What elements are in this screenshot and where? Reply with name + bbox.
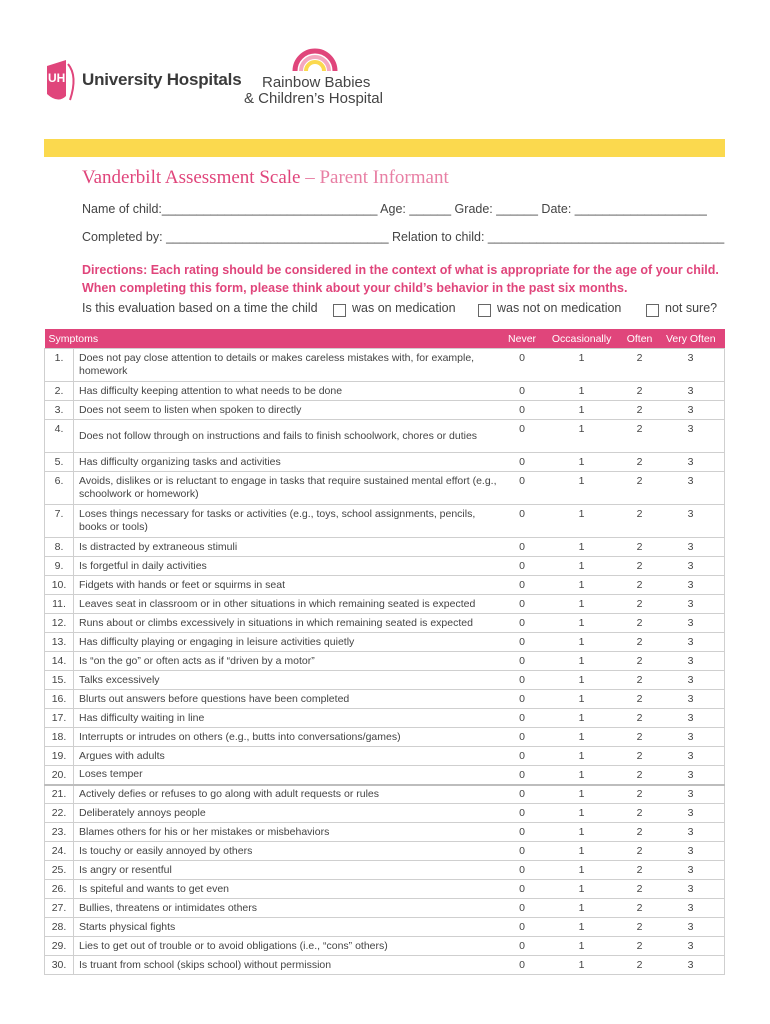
medication-question-text: Is this evaluation based on a time the child <box>82 301 318 315</box>
completed-by-line[interactable]: Completed by: ________________________________ Relation to child: __________________________________ <box>82 230 725 244</box>
form-title <box>82 167 449 189</box>
symptom-text: Is angry or resentful <box>74 861 504 880</box>
rating-occasionally[interactable]: 1 <box>541 690 622 709</box>
symptom-text: Runs about or climbs excessively in situations in which remaining seated is expected <box>74 614 504 633</box>
rating-often[interactable]: 2 <box>622 880 657 899</box>
rating-occasionally[interactable]: 1 <box>541 899 622 918</box>
table-header-row <box>45 329 725 349</box>
row-number: 7. <box>45 505 74 538</box>
rating-never[interactable]: 0 <box>503 804 541 823</box>
symptom-text: Is spiteful and wants to get even <box>74 880 504 899</box>
rating-often[interactable]: 2 <box>622 576 657 595</box>
symptom-text: Blames others for his or her mistakes or misbehaviors <box>74 823 504 842</box>
rating-occasionally[interactable]: 1 <box>541 595 622 614</box>
row-number: 23. <box>45 823 74 842</box>
uh-shield-icon <box>44 56 84 110</box>
rating-never[interactable]: 0 <box>503 937 541 956</box>
row-number: 3. <box>45 401 74 420</box>
row-number: 22. <box>45 804 74 823</box>
rating-occasionally[interactable]: 1 <box>541 918 622 937</box>
rating-often[interactable]: 2 <box>622 918 657 937</box>
rating-often[interactable]: 2 <box>622 937 657 956</box>
rating-often[interactable]: 2 <box>622 349 657 382</box>
rating-occasionally[interactable]: 1 <box>541 842 622 861</box>
uh-mark-text: UH <box>48 71 66 85</box>
rating-never[interactable]: 0 <box>503 576 541 595</box>
row-number: 27. <box>45 899 74 918</box>
symptom-text: Does not follow through on instructions and fails to finish schoolwork, chores or duties <box>74 420 504 453</box>
rating-often[interactable]: 2 <box>622 899 657 918</box>
rating-very-often[interactable]: 3 <box>657 785 725 804</box>
rating-often[interactable]: 2 <box>622 420 657 453</box>
symptom-text: Is forgetful in daily activities <box>74 557 504 576</box>
symptom-text: Has difficulty organizing tasks and activities <box>74 453 504 472</box>
rating-never[interactable]: 0 <box>503 842 541 861</box>
table-row <box>45 420 725 453</box>
rating-occasionally[interactable]: 1 <box>541 880 622 899</box>
symptom-text: Blurts out answers before questions have been completed <box>74 690 504 709</box>
rating-often[interactable]: 2 <box>622 382 657 401</box>
symptom-text: Has difficulty playing or engaging in leisure activities quietly <box>74 633 504 652</box>
header-very-often: Very Often <box>657 329 725 349</box>
rating-often[interactable]: 2 <box>622 861 657 880</box>
rating-very-often[interactable]: 3 <box>657 937 725 956</box>
rating-occasionally[interactable]: 1 <box>541 728 622 747</box>
rating-very-often[interactable]: 3 <box>657 614 725 633</box>
row-number: 15. <box>45 671 74 690</box>
table-row <box>45 785 725 804</box>
rating-very-often[interactable]: 3 <box>657 671 725 690</box>
table-row <box>45 401 725 420</box>
symptom-text: Is “on the go” or often acts as if “driven by a motor” <box>74 652 504 671</box>
rating-never[interactable]: 0 <box>503 595 541 614</box>
rating-occasionally[interactable]: 1 <box>541 823 622 842</box>
rating-often[interactable]: 2 <box>622 472 657 505</box>
rating-very-often[interactable]: 3 <box>657 690 725 709</box>
rating-never[interactable]: 0 <box>503 349 541 382</box>
table-row <box>45 937 725 956</box>
symptom-text: Does not pay close attention to details or makes careless mistakes with, for example, homework <box>74 349 504 382</box>
row-number: 30. <box>45 956 74 975</box>
rating-very-often[interactable]: 3 <box>657 595 725 614</box>
row-number: 17. <box>45 709 74 728</box>
rating-often[interactable]: 2 <box>622 690 657 709</box>
rating-occasionally[interactable]: 1 <box>541 747 622 766</box>
symptom-text: Interrupts or intrudes on others (e.g., butts into conversations/games) <box>74 728 504 747</box>
table-row <box>45 709 725 728</box>
row-number: 16. <box>45 690 74 709</box>
table-row <box>45 899 725 918</box>
symptom-text: Has difficulty keeping attention to what needs to be done <box>74 382 504 401</box>
table-row <box>45 956 725 975</box>
rating-never[interactable]: 0 <box>503 785 541 804</box>
rating-never[interactable]: 0 <box>503 633 541 652</box>
symptom-text: Bullies, threatens or intimidates others <box>74 899 504 918</box>
rating-often[interactable]: 2 <box>622 505 657 538</box>
rating-never[interactable]: 0 <box>503 918 541 937</box>
table-row <box>45 728 725 747</box>
rating-often[interactable]: 2 <box>622 709 657 728</box>
table-row <box>45 804 725 823</box>
directions-text: Directions: Each rating should be considered in the context of what is appropriate for the age of your child. When completing this form, please think about your child’s behavior in the past six months. <box>82 263 719 295</box>
rating-very-often[interactable]: 3 <box>657 804 725 823</box>
rating-often[interactable]: 2 <box>622 557 657 576</box>
rating-never[interactable]: 0 <box>503 671 541 690</box>
rainbow-icon <box>290 44 340 72</box>
rating-occasionally[interactable]: 1 <box>541 576 622 595</box>
table-row <box>45 823 725 842</box>
rating-very-often[interactable]: 3 <box>657 823 725 842</box>
symptom-text: Is touchy or easily annoyed by others <box>74 842 504 861</box>
rating-occasionally[interactable]: 1 <box>541 472 622 505</box>
rating-very-often[interactable]: 3 <box>657 420 725 453</box>
not-on-medication-label: was not on medication <box>497 301 622 315</box>
rating-occasionally[interactable]: 1 <box>541 349 622 382</box>
rating-never[interactable]: 0 <box>503 472 541 505</box>
table-row <box>45 671 725 690</box>
rating-never[interactable]: 0 <box>503 956 541 975</box>
header-never: Never <box>503 329 541 349</box>
not-sure-label: not sure? <box>665 301 718 315</box>
rating-occasionally[interactable]: 1 <box>541 382 622 401</box>
table-row <box>45 861 725 880</box>
row-number: 5. <box>45 453 74 472</box>
rating-often[interactable]: 2 <box>622 595 657 614</box>
rating-very-often[interactable]: 3 <box>657 728 725 747</box>
rating-often[interactable]: 2 <box>622 823 657 842</box>
row-number: 19. <box>45 747 74 766</box>
rating-very-often[interactable]: 3 <box>657 652 725 671</box>
row-number: 6. <box>45 472 74 505</box>
rating-occasionally[interactable]: 1 <box>541 766 622 785</box>
rating-never[interactable]: 0 <box>503 382 541 401</box>
row-number: 10. <box>45 576 74 595</box>
rating-never[interactable]: 0 <box>503 557 541 576</box>
rating-very-often[interactable]: 3 <box>657 557 725 576</box>
rating-occasionally[interactable]: 1 <box>541 614 622 633</box>
rating-occasionally[interactable]: 1 <box>541 453 622 472</box>
table-row <box>45 766 725 785</box>
row-number: 24. <box>45 842 74 861</box>
rating-very-often[interactable]: 3 <box>657 918 725 937</box>
table-row <box>45 453 725 472</box>
rating-very-often[interactable]: 3 <box>657 349 725 382</box>
rating-very-often[interactable]: 3 <box>657 382 725 401</box>
symptom-text: Is distracted by extraneous stimuli <box>74 538 504 557</box>
rating-often[interactable]: 2 <box>622 453 657 472</box>
rating-occasionally[interactable]: 1 <box>541 804 622 823</box>
table-row <box>45 880 725 899</box>
rating-very-often[interactable]: 3 <box>657 576 725 595</box>
row-number: 28. <box>45 918 74 937</box>
table-row <box>45 652 725 671</box>
table-row <box>45 538 725 557</box>
table-row <box>45 595 725 614</box>
row-number: 8. <box>45 538 74 557</box>
not-on-medication-checkbox[interactable] <box>478 304 491 317</box>
symptom-text: Fidgets with hands or feet or squirms in seat <box>74 576 504 595</box>
table-row <box>45 842 725 861</box>
row-number: 2. <box>45 382 74 401</box>
rating-often[interactable]: 2 <box>622 842 657 861</box>
rating-often[interactable]: 2 <box>622 538 657 557</box>
rating-never[interactable]: 0 <box>503 728 541 747</box>
header-often: Often <box>622 329 657 349</box>
row-number: 14. <box>45 652 74 671</box>
rating-never[interactable]: 0 <box>503 690 541 709</box>
rating-very-often[interactable]: 3 <box>657 880 725 899</box>
table-row <box>45 382 725 401</box>
symptom-text: Starts physical fights <box>74 918 504 937</box>
symptom-text: Avoids, dislikes or is reluctant to engage in tasks that require sustained mental effort (e.g., schoolwork or homework) <box>74 472 504 505</box>
rating-occasionally[interactable]: 1 <box>541 557 622 576</box>
rating-occasionally[interactable]: 1 <box>541 861 622 880</box>
rating-never[interactable]: 0 <box>503 766 541 785</box>
university-hospitals-logo <box>44 56 242 112</box>
rating-often[interactable]: 2 <box>622 747 657 766</box>
rating-very-often[interactable]: 3 <box>657 766 725 785</box>
table-row <box>45 349 725 382</box>
row-number: 11. <box>45 595 74 614</box>
rating-very-often[interactable]: 3 <box>657 709 725 728</box>
header-divider-bar <box>44 139 725 157</box>
rating-never[interactable]: 0 <box>503 420 541 453</box>
rainbow-babies-logo <box>244 44 404 108</box>
rating-often[interactable]: 2 <box>622 766 657 785</box>
table-row <box>45 576 725 595</box>
rating-never[interactable]: 0 <box>503 899 541 918</box>
rating-very-often[interactable]: 3 <box>657 453 725 472</box>
row-number: 21. <box>45 785 74 804</box>
rating-very-often[interactable]: 3 <box>657 899 725 918</box>
symptom-text: Has difficulty waiting in line <box>74 709 504 728</box>
symptom-text: Actively defies or refuses to go along with adult requests or rules <box>74 785 504 804</box>
rating-never[interactable]: 0 <box>503 614 541 633</box>
symptom-text: Deliberately annoys people <box>74 804 504 823</box>
row-number: 12. <box>45 614 74 633</box>
rating-never[interactable]: 0 <box>503 538 541 557</box>
hospital-name-line2: & Children’s Hospital <box>244 90 383 107</box>
rating-occasionally[interactable]: 1 <box>541 937 622 956</box>
symptoms-table <box>44 329 725 975</box>
rating-often[interactable]: 2 <box>622 401 657 420</box>
rating-often[interactable]: 2 <box>622 652 657 671</box>
rating-very-often[interactable]: 3 <box>657 842 725 861</box>
table-row <box>45 505 725 538</box>
rating-very-often[interactable]: 3 <box>657 747 725 766</box>
rating-often[interactable]: 2 <box>622 785 657 804</box>
rating-very-often[interactable]: 3 <box>657 401 725 420</box>
rating-occasionally[interactable]: 1 <box>541 956 622 975</box>
rating-occasionally[interactable]: 1 <box>541 633 622 652</box>
rating-occasionally[interactable]: 1 <box>541 709 622 728</box>
rating-never[interactable]: 0 <box>503 505 541 538</box>
table-row <box>45 633 725 652</box>
table-row <box>45 472 725 505</box>
rating-often[interactable]: 2 <box>622 671 657 690</box>
rating-very-often[interactable]: 3 <box>657 505 725 538</box>
row-number: 25. <box>45 861 74 880</box>
symptom-text: Talks excessively <box>74 671 504 690</box>
rating-very-often[interactable]: 3 <box>657 472 725 505</box>
row-number: 26. <box>45 880 74 899</box>
rating-occasionally[interactable]: 1 <box>541 505 622 538</box>
rating-occasionally[interactable]: 1 <box>541 671 622 690</box>
row-number: 29. <box>45 937 74 956</box>
row-number: 1. <box>45 349 74 382</box>
rating-never[interactable]: 0 <box>503 709 541 728</box>
table-row <box>45 747 725 766</box>
rating-very-often[interactable]: 3 <box>657 956 725 975</box>
rating-very-often[interactable]: 3 <box>657 538 725 557</box>
symptom-text: Lies to get out of trouble or to avoid obligations (i.e., “cons” others) <box>74 937 504 956</box>
table-row <box>45 614 725 633</box>
rating-never[interactable]: 0 <box>503 453 541 472</box>
rating-often[interactable]: 2 <box>622 956 657 975</box>
row-number: 13. <box>45 633 74 652</box>
symptom-text: Argues with adults <box>74 747 504 766</box>
child-info-line[interactable]: Name of child:_______________________________ Age: ______ Grade: ______ Date: ___________________ <box>82 202 707 216</box>
rating-occasionally[interactable]: 1 <box>541 538 622 557</box>
symptom-text: Leaves seat in classroom or in other situations in which remaining seated is expected <box>74 595 504 614</box>
form-title-main: Vanderbilt Assessment Scale <box>82 167 301 188</box>
rating-never[interactable]: 0 <box>503 747 541 766</box>
table-row <box>45 918 725 937</box>
hospital-name-line1: Rainbow Babies <box>262 74 371 91</box>
row-number: 18. <box>45 728 74 747</box>
form-title-separator: – <box>300 167 320 188</box>
rating-often[interactable]: 2 <box>622 728 657 747</box>
on-medication-checkbox[interactable] <box>333 304 346 317</box>
not-sure-checkbox[interactable] <box>646 304 659 317</box>
rating-often[interactable]: 2 <box>622 804 657 823</box>
row-number: 20. <box>45 766 74 785</box>
rating-often[interactable]: 2 <box>622 633 657 652</box>
rating-occasionally[interactable]: 1 <box>541 652 622 671</box>
rating-occasionally[interactable]: 1 <box>541 785 622 804</box>
rating-often[interactable]: 2 <box>622 614 657 633</box>
rating-very-often[interactable]: 3 <box>657 633 725 652</box>
medication-question <box>82 301 722 319</box>
rating-very-often[interactable]: 3 <box>657 861 725 880</box>
header-occasionally: Occasionally <box>541 329 622 349</box>
symptom-text: Is truant from school (skips school) without permission <box>74 956 504 975</box>
rating-never[interactable]: 0 <box>503 652 541 671</box>
rating-never[interactable]: 0 <box>503 401 541 420</box>
table-row <box>45 557 725 576</box>
row-number: 9. <box>45 557 74 576</box>
rating-never[interactable]: 0 <box>503 823 541 842</box>
university-hospitals-name: University Hospitals <box>82 70 242 89</box>
form-title-sub: Parent Informant <box>319 167 449 188</box>
symptom-text: Loses temper <box>74 766 504 785</box>
on-medication-label: was on medication <box>352 301 456 315</box>
symptom-text: Does not seem to listen when spoken to directly <box>74 401 504 420</box>
header-symptoms: Symptoms <box>45 329 504 349</box>
rating-never[interactable]: 0 <box>503 880 541 899</box>
rating-occasionally[interactable]: 1 <box>541 420 622 453</box>
symptom-text: Loses things necessary for tasks or activities (e.g., toys, school assignments, pencils, books or tools) <box>74 505 504 538</box>
row-number: 4. <box>45 420 74 453</box>
rating-never[interactable]: 0 <box>503 861 541 880</box>
table-row <box>45 690 725 709</box>
rating-occasionally[interactable]: 1 <box>541 401 622 420</box>
